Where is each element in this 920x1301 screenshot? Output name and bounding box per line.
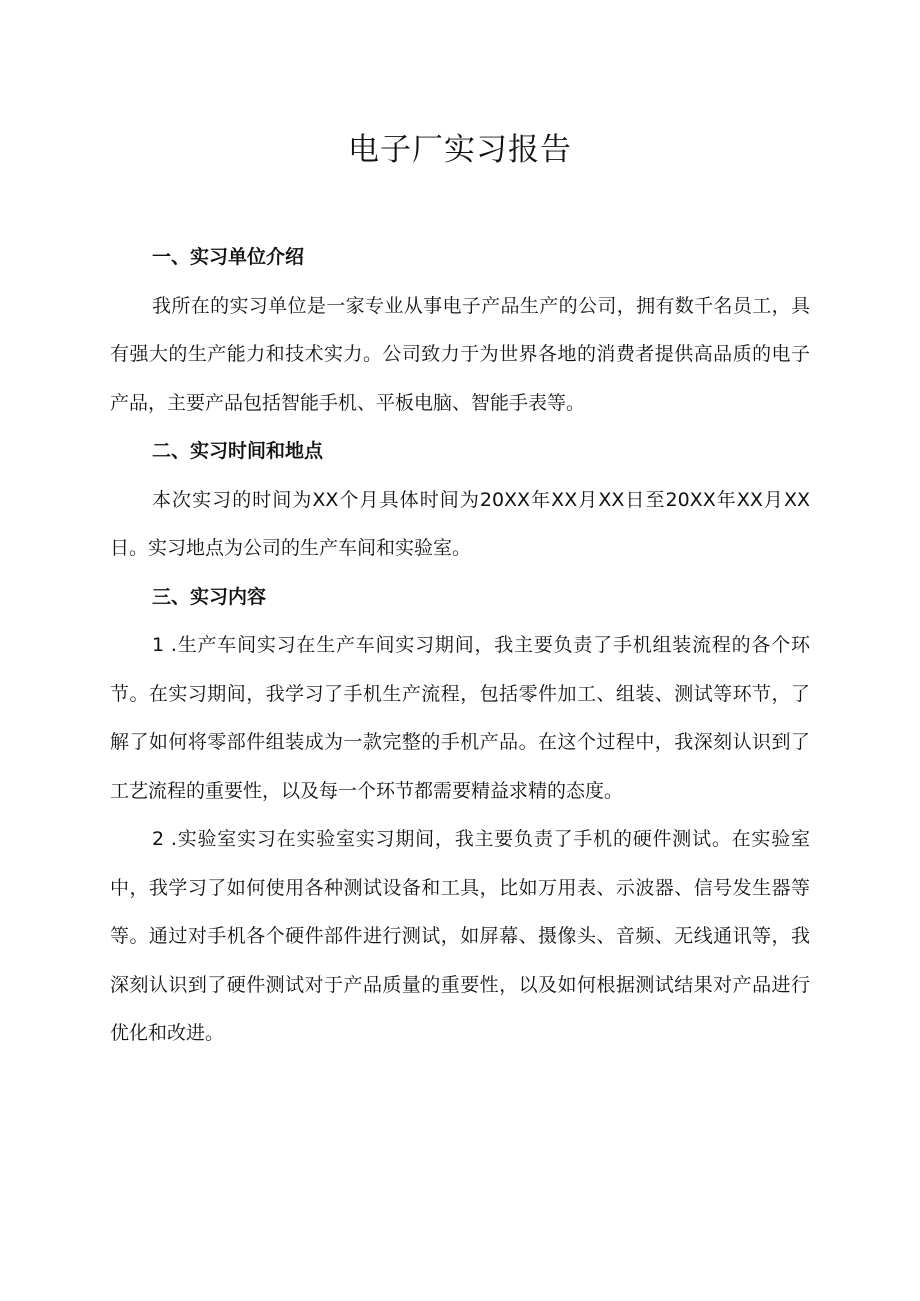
- section-heading: 一、实习单位介绍: [152, 246, 305, 268]
- section-unit-intro: [110, 233, 810, 427]
- section-content: [110, 573, 810, 1058]
- paragraph: 本次实习的时间为XX个月具体时间为20XX年XX月XX日至20XX年XX月XX日。实习地点为公司的生产车间和实验室。: [110, 488, 810, 559]
- section-heading: 二、实习时间和地点: [152, 440, 324, 462]
- paragraph: 1 .生产车间实习在生产车间实习期间，我主要负责了手机组装流程的各个环节。在实习期间，我学习了手机生产流程，包括零件加工、组装、测试等环节，了解了如何将零部件组装成为一款完整的手机产品。在这个过程中，我深刻认识到了工艺流程的重要性，以及每一个环节都需要精益求精的态度。: [110, 634, 810, 802]
- section-heading: 三、实习内容: [152, 585, 267, 608]
- paragraph: 我所在的实习单位是一家专业从事电子产品生产的公司，拥有数千名员工，具有强大的生产能力和技术实力。公司致力于为世界各地的消费者提供高品质的电子产品，主要产品包括智能手机、平板电脑、智能手表等。: [110, 294, 810, 414]
- document-body: [110, 233, 810, 1058]
- paragraph: 2 .实验室实习在实验室实习期间，我主要负责了手机的硬件测试。在实验室中，我学习了如何使用各种测试设备和工具，比如万用表、示波器、信号发生器等等。通过对手机各个硬件部件进行测试，如屏幕、摄像头、音频、无线通讯等，我深刻认识到了硬件测试对于产品质量的重要性，以及如何根据测试结果对产品进行优化和改进。: [110, 828, 810, 1044]
- section-time-place: [110, 427, 810, 573]
- document-title: 电子厂实习报告: [348, 132, 572, 168]
